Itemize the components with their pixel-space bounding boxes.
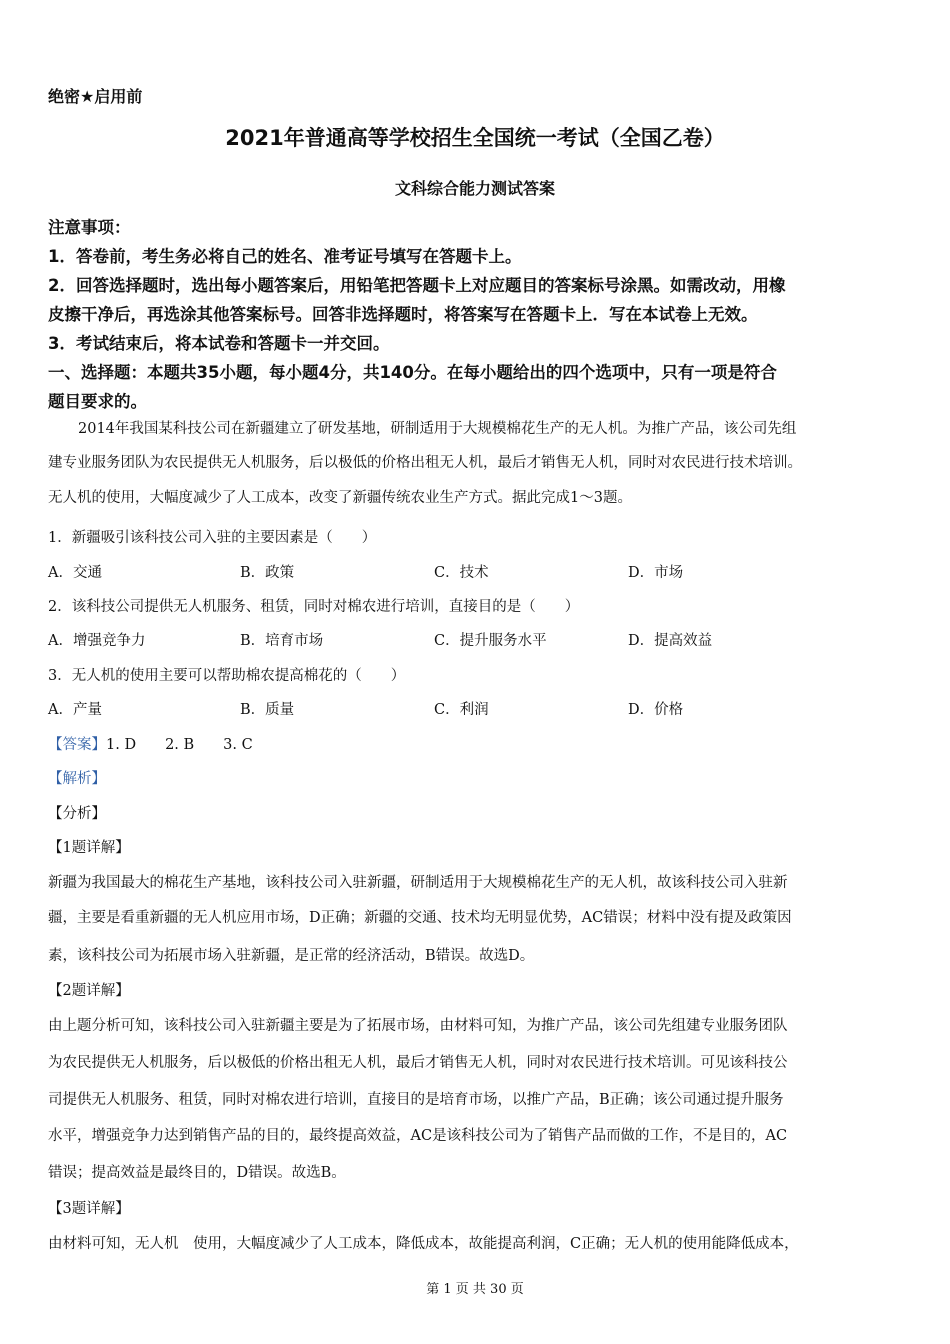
- material-line-3: 无人机的使用，大幅度减少了人工成本，改变了新疆传统农业生产方式。据此完成1～3题。: [48, 490, 632, 506]
- question-1-option-d: D．市场: [628, 565, 684, 581]
- question-1-option-b: B．政策: [240, 565, 295, 581]
- notice-heading: 注意事项：: [48, 218, 131, 237]
- notice-item-1: 1．答卷前，考生务必将自己的姓名、准考证号填写在答题卡上。: [48, 247, 522, 266]
- material-line-1: 2014年我国某科技公司在新疆建立了研发基地，研制适用于大规模棉花生产的无人机。为推广产品，该公司先组: [78, 421, 797, 437]
- detail-2-line-3: 司提供无人机服务、租赁，同时对棉农进行培训，直接目的是培育市场，以推广产品，B正确；该公司通过提升服务: [48, 1092, 784, 1108]
- question-3-option-a: A．产量: [48, 702, 102, 718]
- detail-1-line-2: 疆，主要是看重新疆的无人机应用市场，D正确；新疆的交通、技术均无明显优势，AC错误；材料中没有提及政策因: [48, 910, 792, 926]
- question-1-option-a: A．交通: [48, 565, 102, 581]
- notice-item-2-line-1: 2．回答选择题时，选出每小题答案后，用铅笔把答题卡上对应题目的答案标号涂黑。如需改动，用橡: [48, 276, 786, 295]
- detail-1-line-3: 素，该科技公司为拓展市场入驻新疆，是正常的经济活动，B错误。故选D。: [48, 948, 535, 964]
- detail-2-line-1: 由上题分析可知，该科技公司入驻新疆主要是为了拓展市场，由材料可知，为推广产品，该公司先组建专业服务团队: [48, 1018, 788, 1034]
- detail-3-line-1: 由材料可知，无人机 使用，大幅度减少了人工成本，降低成本，故能提高利润，C正确；无人机的使用能降低成本，: [48, 1236, 799, 1252]
- page-number: 第 1 页 共 30 页: [426, 1282, 524, 1297]
- material-line-2: 建专业服务团队为农民提供无人机服务，后以极低的价格出租无人机，最后才销售无人机，同时对农民进行技术培训。: [48, 455, 802, 471]
- question-1-stem: 1．新疆吸引该科技公司入驻的主要因素是（ ）: [48, 530, 377, 546]
- detail-1-label: 【1题详解】: [48, 840, 130, 856]
- question-3-option-b: B．质量: [240, 702, 295, 718]
- question-2-option-d: D．提高效益: [628, 633, 713, 649]
- answer-label: 【答案】: [48, 737, 106, 753]
- page-title: 2021年普通高等学校招生全国统一考试（全国乙卷）: [225, 126, 725, 150]
- question-3-stem: 3．无人机的使用主要可以帮助棉农提高棉花的（ ）: [48, 668, 406, 684]
- question-3-option-d: D．价格: [628, 702, 684, 718]
- section-heading-line-1: 一、选择题：本题共35小题，每小题4分，共140分。在每小题给出的四个选项中，只有一项是符合: [48, 363, 777, 382]
- detail-2-label: 【2题详解】: [48, 983, 130, 999]
- section-heading-line-2: 题目要求的。: [48, 392, 147, 411]
- question-2-stem: 2．该科技公司提供无人机服务、租赁，同时对棉农进行培训，直接目的是（ ）: [48, 599, 580, 615]
- page-subtitle: 文科综合能力测试答案: [394, 179, 555, 198]
- fenxi-label: 【分析】: [48, 806, 106, 822]
- notice-item-2-line-2: 皮擦干净后，再选涂其他答案标号。回答非选择题时，将答案写在答题卡上．写在本试卷上无效。: [48, 305, 758, 324]
- notice-item-3: 3．考试结束后，将本试卷和答题卡一并交回。: [48, 334, 390, 353]
- question-2-option-b: B．培育市场: [240, 633, 324, 649]
- question-1-option-c: C．技术: [434, 565, 489, 581]
- detail-2-line-5: 错误；提高效益是最终目的，D错误。故选B。: [48, 1165, 346, 1181]
- question-2-option-a: A．增强竞争力: [48, 633, 146, 649]
- question-3-option-c: C．利润: [434, 702, 489, 718]
- detail-2-line-2: 为农民提供无人机服务，后以极低的价格出租无人机，最后才销售无人机，同时对农民进行技术培训。可见该科技公: [48, 1055, 788, 1071]
- answer-row: [48, 733, 253, 754]
- detail-3-label: 【3题详解】: [48, 1201, 130, 1217]
- detail-1-line-1: 新疆为我国最大的棉花生产基地，该科技公司入驻新疆，研制适用于大规模棉花生产的无人机，故该科技公司入驻新: [48, 875, 788, 891]
- analysis-label: 【解析】: [48, 771, 106, 787]
- question-2-option-c: C．提升服务水平: [434, 633, 547, 649]
- detail-2-line-4: 水平，增强竞争力达到销售产品的目的，最终提高效益，AC是该科技公司为了销售产品而做的工作，不是目的，AC: [48, 1128, 788, 1144]
- answer-values: 1. D 2. B 3. C: [106, 737, 253, 753]
- secret-label: 绝密★启用前: [48, 87, 143, 106]
